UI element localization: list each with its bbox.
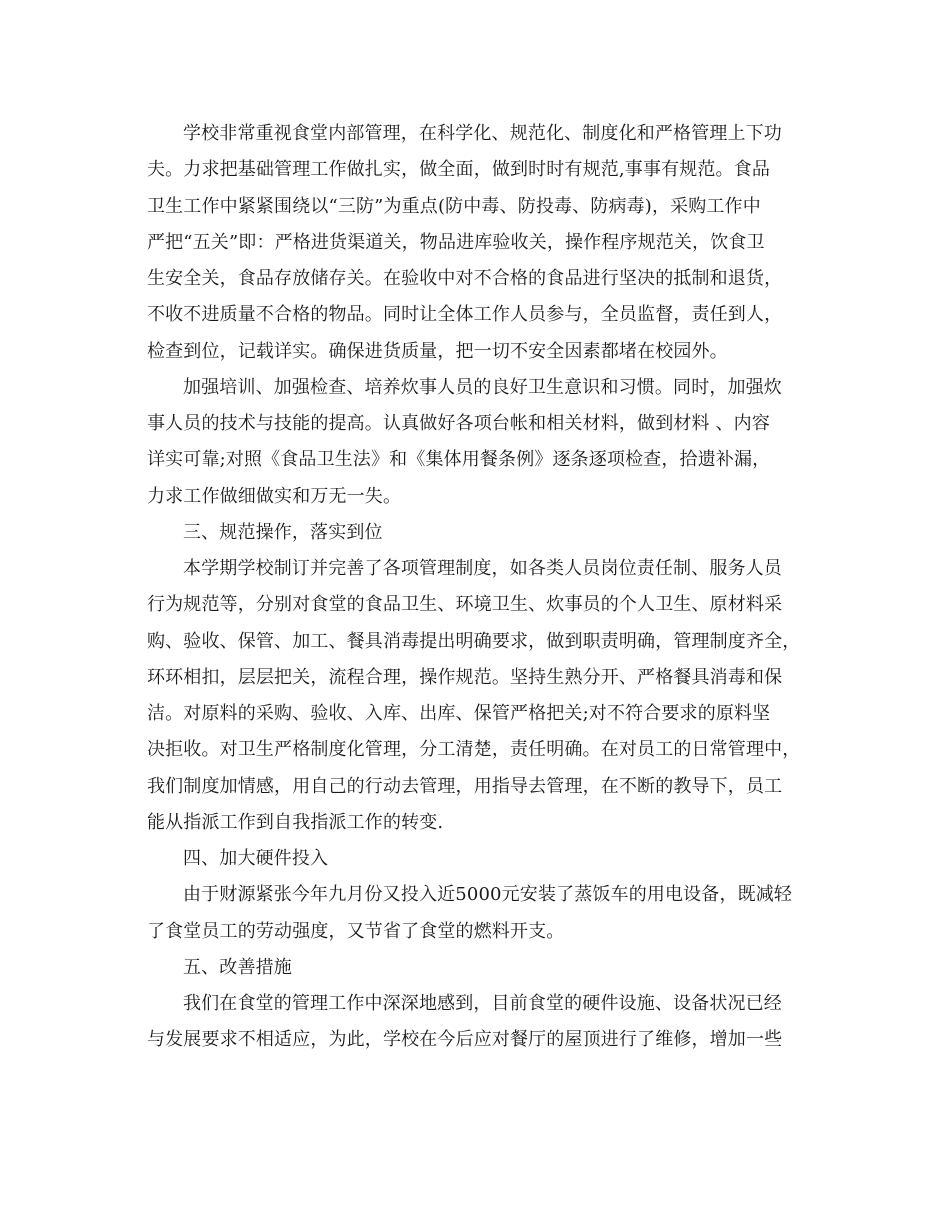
paragraph-line: 夫。力求把基础管理工作做扎实，做全面，做到时时有规范,事事有规范。食品 [147,159,770,181]
paragraph-line: 加强培训、加强检查、培养炊事人员的良好卫生意识和习惯。同时，加强炊 [183,376,782,398]
paragraph-line: 行为规范等，分别对食堂的食品卫生、环境卫生、炊事员的个人卫生、原材料采 [147,594,783,616]
paragraph-line: 力求工作做细做实和万无一失。 [147,485,402,507]
paragraph-line: 我们制度加情感，用自己的行动去管理，用指导去管理，在不断的教导下，员工 [147,775,783,797]
paragraph-line: 与发展要求不相适应，为此，学校在今后应对餐厅的屋顶进行了维修，增加一些 [147,1029,783,1051]
paragraph-line: 事人员的技术与技能的提高。认真做好各项台帐和相关材料，做到材料 、内容 [147,413,770,434]
paragraph-line: 不收不进质量不合格的物品。同时让全体工作人员参与，全员监督，责任到人， [147,304,783,326]
paragraph-line: 由于财源紧张今年九月份又投入近5000元安装了蒸饭车的用电设备，既减轻 [183,884,793,906]
paragraph-line: 本学期学校制订并完善了各项管理制度，如各类人员岗位责任制、服务人员 [183,558,782,579]
paragraph-line: 洁。对原料的采购、验收、入库、出库、保管严格把关;对不符合要求的原料坚 [147,703,771,724]
section-heading: 三、规范操作，落实到位 [183,521,383,543]
paragraph-line: 决拒收。对卫生严格制度化管理，分工清楚，责任明确。在对员工的日常管理中， [147,739,801,761]
paragraph-line: 详实可靠;对照《食品卫生法》和《集体用餐条例》逐条逐项检查，拾遗补漏， [147,449,771,471]
paragraph-line: 卫生工作中紧紧围绕以“三防”为重点(防中毒、防投毒、防病毒)，采购工作中 [147,195,761,217]
paragraph-line: 严把“五关”即：严格进货渠道关，物品进库验收关，操作程序规范关，饮食卫 [147,231,765,253]
paragraph-line: 了食堂员工的劳动强度，又节省了食堂的燃料开支。 [147,920,565,942]
section-heading: 四、加大硬件投入 [183,848,329,869]
paragraph-line: 环环相扣，层层把关，流程合理，操作规范。坚持生熟分开、严格餐具消毒和保 [147,666,783,688]
paragraph-line: 能从指派工作到自我指派工作的转变. [147,811,444,833]
section-heading: 五、改善措施 [183,956,292,978]
paragraph-line: 生安全关，食品存放储存关。在验收中对不合格的食品进行坚决的抵制和退货， [147,268,783,289]
paragraph-line: 学校非常重视食堂内部管理，在科学化、规范化、制度化和严格管理上下功 [183,123,782,144]
document-body [147,116,807,1059]
paragraph-line: 检查到位，记载详实。确保进货质量，把一切不安全因素都堵在校园外。 [147,340,728,362]
paragraph-line: 我们在食堂的管理工作中深深地感到，目前食堂的硬件设施、设备状况已经 [183,993,782,1014]
paragraph-line: 购、验收、保管、加工、餐具消毒提出明确要求，做到职责明确，管理制度齐全， [147,630,801,652]
